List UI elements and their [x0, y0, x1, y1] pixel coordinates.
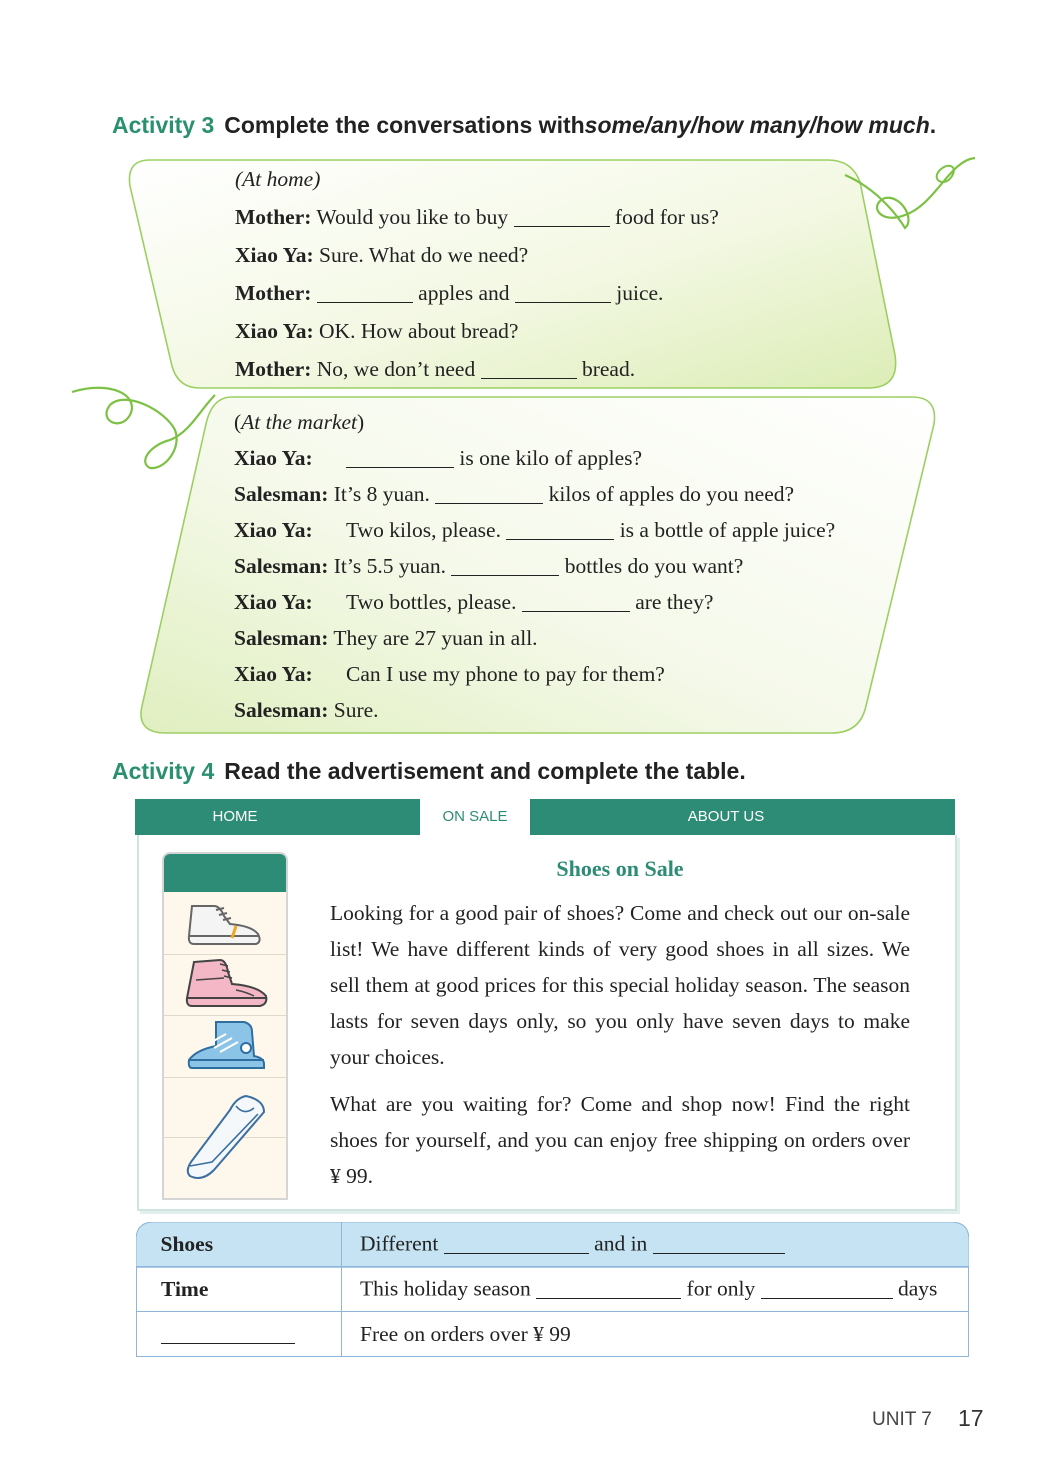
dialogue-line	[234, 440, 835, 476]
answer-blank[interactable]	[317, 281, 413, 304]
answer-blank[interactable]	[653, 1231, 785, 1254]
line-text: It’s 5.5 yuan.	[333, 554, 452, 578]
nav-home[interactable]: HOME	[212, 808, 258, 825]
shoe-sidebar	[162, 852, 288, 1200]
table-row	[137, 1267, 969, 1312]
dialogue-line	[234, 512, 835, 548]
speaker: Mother:	[235, 357, 312, 381]
answer-blank[interactable]	[451, 554, 559, 577]
answer-blank[interactable]	[444, 1231, 589, 1254]
row-value	[342, 1267, 969, 1312]
high-top-pink-icon	[184, 958, 270, 1010]
answer-blank[interactable]	[506, 518, 614, 541]
line-text: juice.	[610, 281, 664, 305]
answer-blank[interactable]	[161, 1321, 295, 1344]
dialogue-line	[234, 656, 835, 692]
speaker: Xiao Ya:	[234, 518, 313, 542]
line-text: apples and	[412, 281, 515, 305]
line-text: Sure. What do we need?	[319, 243, 529, 267]
row-key-blank	[137, 1312, 342, 1357]
ad-paragraph-1: Looking for a good pair of shoes? Come and check out our on-sale list! We have different kinds of very good shoes in all sizes. We sell them at good prices for this special holiday season. The season lasts for seven days only, so you only have seven days to make your choices.	[330, 901, 910, 1069]
paren: )	[357, 410, 365, 434]
line-text: is one kilo of apples?	[454, 446, 643, 470]
ad-paragraph-2: What are you waiting for? Come and shop now! Find the right shoes for yourself, and you can enjoy free shipping on orders over ¥ 99.	[330, 1092, 910, 1188]
market-setting	[234, 404, 835, 440]
unit-label: UNIT 7	[872, 1409, 932, 1430]
row-value: Free on orders over ¥ 99	[342, 1312, 969, 1357]
table-row	[137, 1222, 969, 1267]
dialogue-line	[235, 274, 719, 312]
row-key-shoes: Shoes	[137, 1222, 342, 1267]
row-key-time: Time	[137, 1267, 342, 1312]
line-text: Can I use my phone to pay for them?	[346, 662, 665, 686]
ad-title: Shoes on Sale	[556, 856, 684, 881]
activity3-target-words: some/any/how many/how much	[584, 112, 930, 138]
nav-about-us[interactable]: ABOUT US	[687, 808, 765, 825]
activity4-label: Activity 4	[112, 758, 215, 784]
answer-blank[interactable]	[481, 357, 577, 380]
dialogue-line	[235, 312, 719, 350]
cell-text: for only	[681, 1276, 761, 1301]
speaker: Salesman:	[234, 554, 329, 578]
speaker: Xiao Ya:	[235, 243, 314, 267]
line-text: Two bottles, please.	[346, 590, 522, 614]
speaker: Xiao Ya:	[235, 319, 314, 343]
line-text: OK. How about bread?	[319, 319, 519, 343]
line-text: bread.	[576, 357, 636, 381]
market-setting-text: At the market	[241, 410, 357, 434]
cell-text: days	[892, 1276, 938, 1301]
line-text: Two kilos, please.	[346, 518, 507, 542]
answer-blank[interactable]	[515, 281, 611, 304]
line-text: food for us?	[609, 205, 719, 229]
line-text: No, we don’t need	[316, 357, 481, 381]
line-text: Would you like to buy	[316, 205, 514, 229]
dialogue-line	[234, 620, 835, 656]
answer-blank[interactable]	[346, 446, 454, 469]
speaker: Xiao Ya:	[234, 662, 313, 686]
line-text: are they?	[629, 590, 714, 614]
activity4-instruction: Read the advertisement and complete the table.	[224, 758, 746, 784]
speaker: Salesman:	[234, 698, 329, 722]
page-number: 17	[958, 1405, 984, 1431]
divider	[164, 1077, 286, 1078]
slip-on-shoe-icon	[184, 1092, 270, 1182]
line-text: They are 27 yuan in all.	[333, 626, 538, 650]
completion-table	[136, 1222, 969, 1357]
divider	[164, 954, 286, 955]
line-text: bottles do you want?	[559, 554, 744, 578]
nav-on-sale[interactable]: ON SALE	[420, 799, 530, 835]
activity3-instruction: Complete the conversations with	[224, 112, 585, 138]
activity4-heading	[112, 758, 746, 785]
line-text: Sure.	[333, 698, 379, 722]
dialogue-line	[235, 198, 719, 236]
sneaker-gray-icon	[186, 902, 264, 948]
home-conversation	[235, 160, 719, 388]
line-text: It’s 8 yuan.	[333, 482, 436, 506]
answer-blank[interactable]	[536, 1276, 681, 1299]
market-conversation	[234, 404, 835, 728]
dialogue-line	[234, 692, 835, 728]
dialogue-line	[234, 476, 835, 512]
paren: (	[234, 410, 242, 434]
ad-nav-bar	[135, 799, 955, 835]
speaker: Xiao Ya:	[234, 446, 313, 470]
answer-blank[interactable]	[761, 1276, 893, 1299]
cell-text: and in	[588, 1231, 653, 1256]
speaker: Salesman:	[234, 482, 329, 506]
activity3-period: .	[929, 112, 937, 138]
line-text: is a bottle of apple juice?	[614, 518, 836, 542]
speaker: Mother:	[235, 205, 312, 229]
speaker: Mother:	[235, 281, 312, 305]
row-value	[342, 1222, 969, 1267]
sidebar-header	[164, 854, 286, 892]
activity3-label: Activity 3	[112, 112, 215, 138]
high-top-blue-icon	[186, 1020, 266, 1072]
cell-text: Different	[360, 1231, 444, 1256]
dialogue-line	[234, 548, 835, 584]
cell-text: This holiday season	[360, 1276, 537, 1301]
speaker: Xiao Ya:	[234, 590, 313, 614]
divider	[164, 1015, 286, 1016]
home-setting	[235, 160, 719, 198]
home-setting-text: (At home)	[235, 167, 321, 191]
dialogue-line	[235, 236, 719, 274]
answer-blank[interactable]	[514, 205, 610, 228]
line-text: kilos of apples do you need?	[543, 482, 795, 506]
answer-blank[interactable]	[435, 482, 543, 505]
answer-blank[interactable]	[522, 590, 630, 613]
dialogue-line	[234, 584, 835, 620]
speaker: Salesman:	[234, 626, 329, 650]
dialogue-line	[235, 350, 719, 388]
table-row	[137, 1312, 969, 1357]
